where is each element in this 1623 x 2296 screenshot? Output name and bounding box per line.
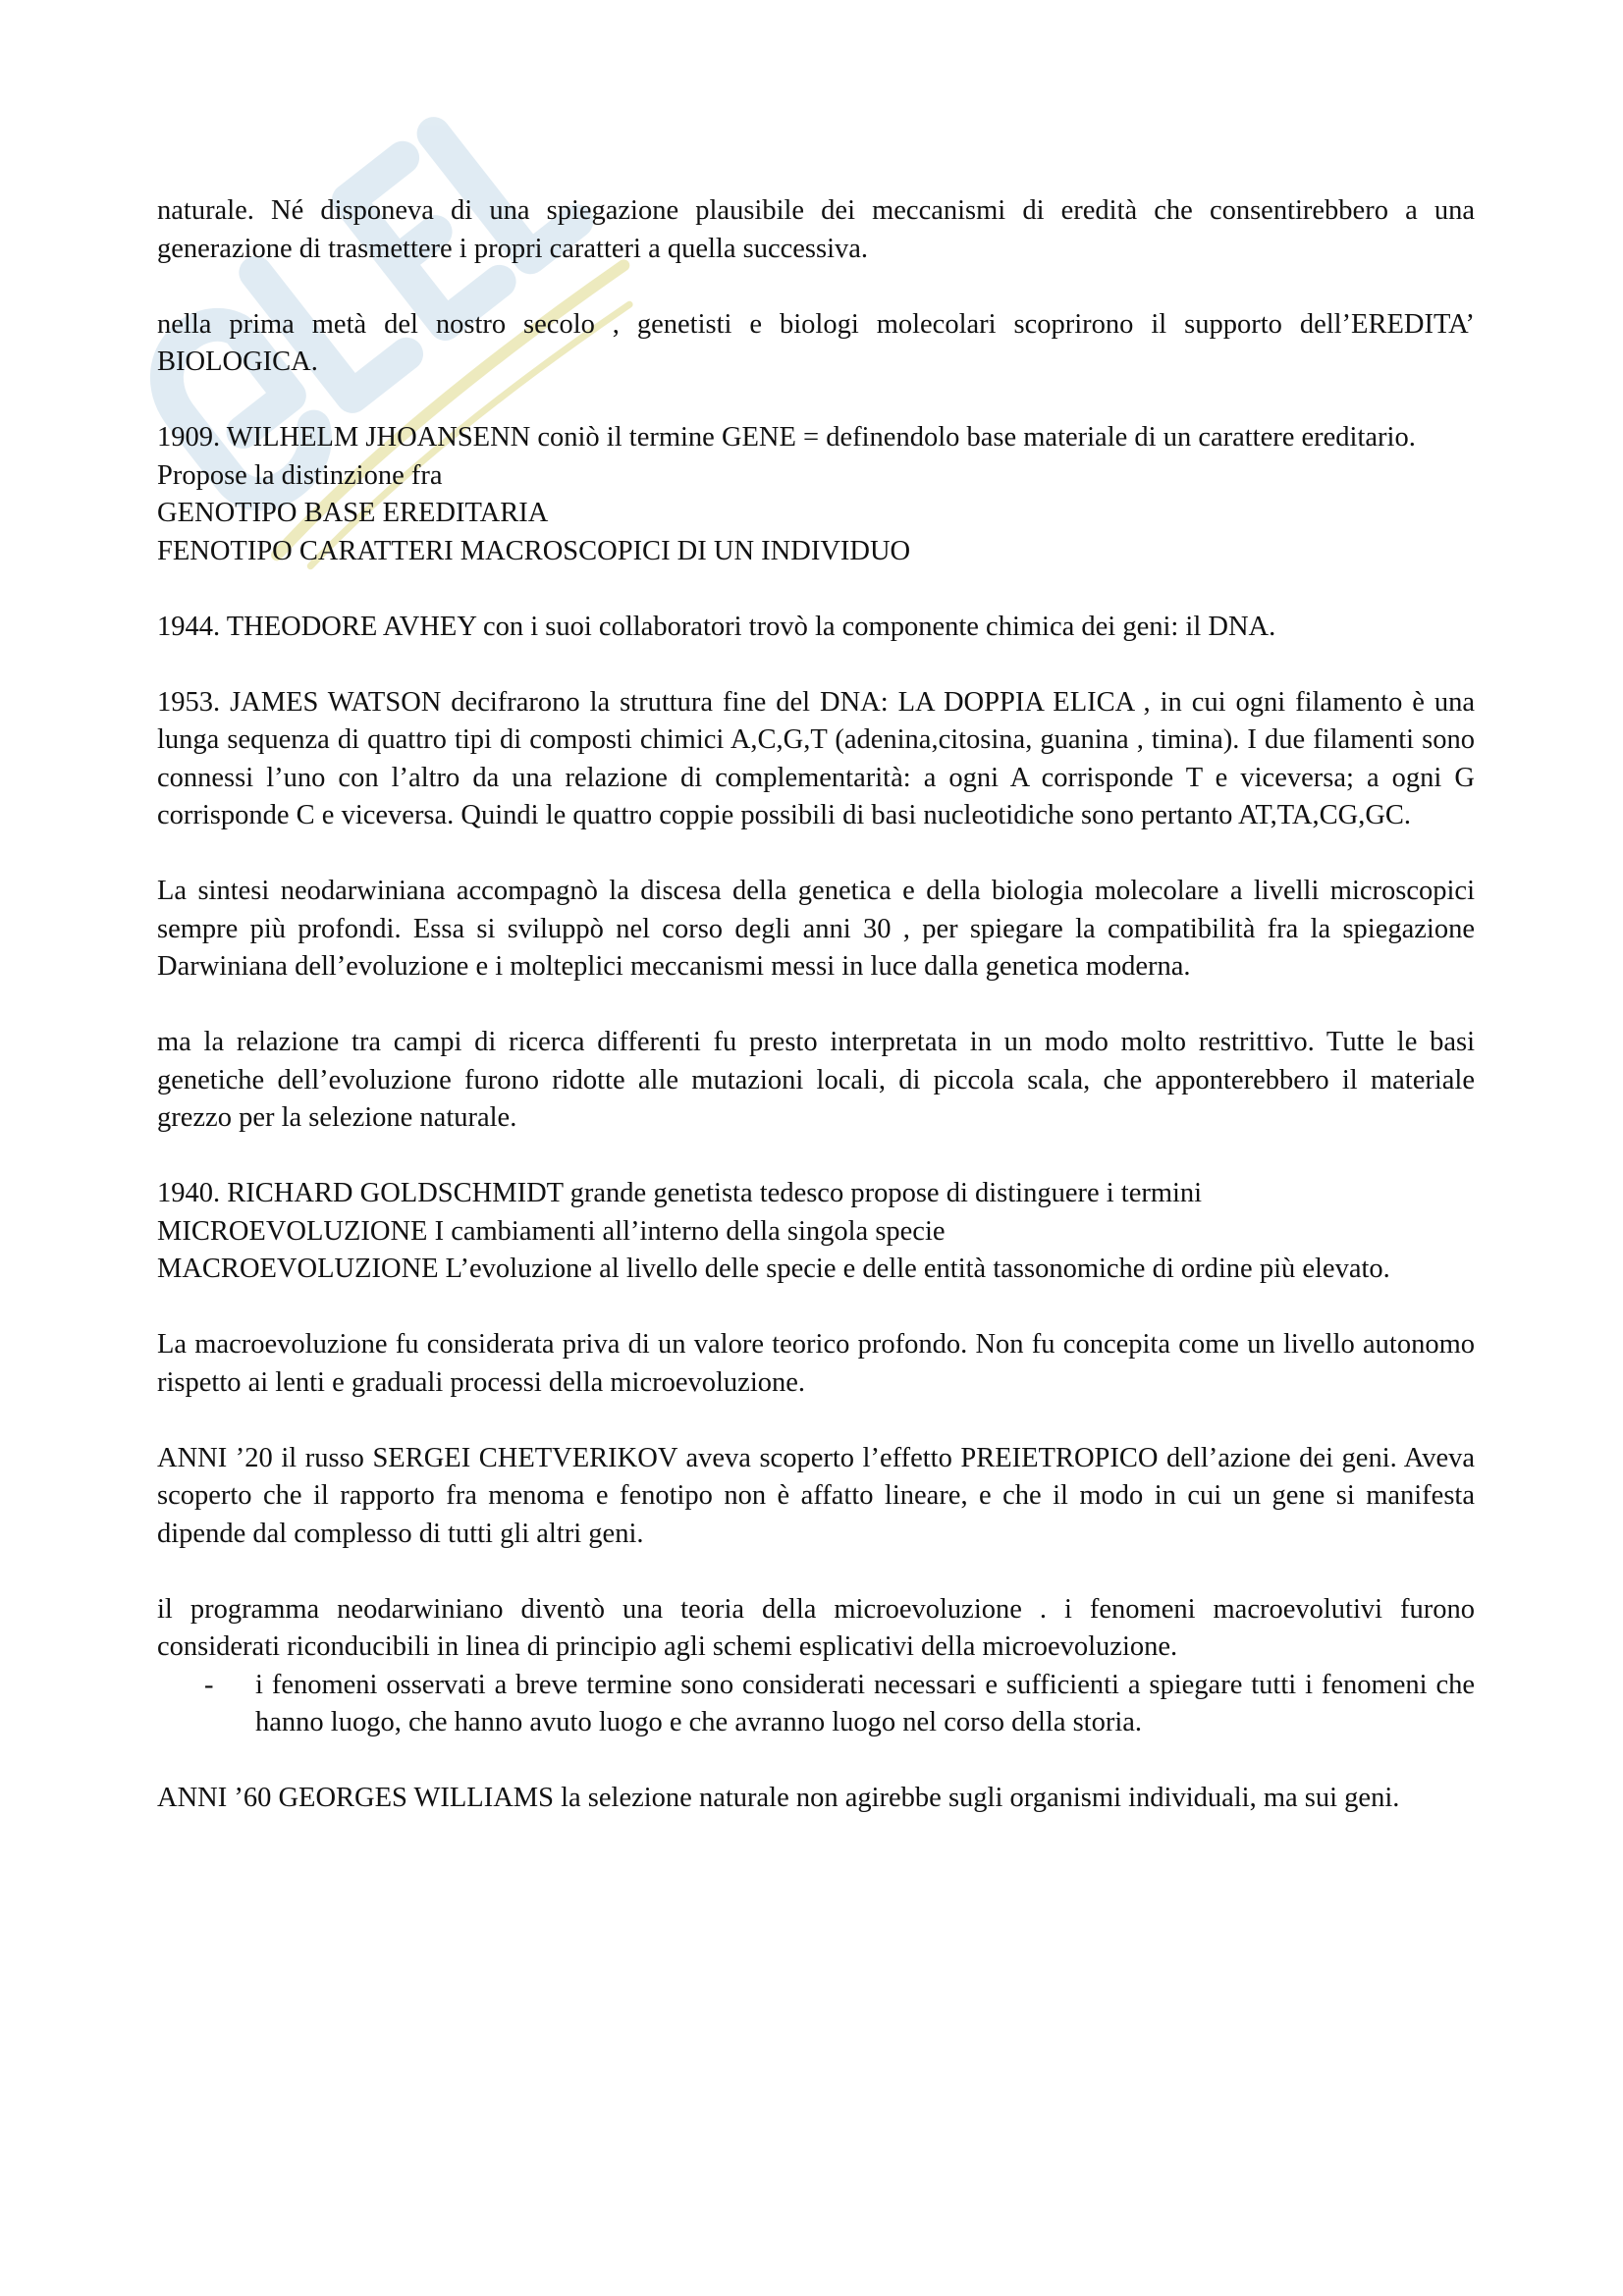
paragraph: 1944. THEODORE AVHEY con i suoi collaboratori trovò la componente chimica dei geni: il DNA. xyxy=(157,611,1276,642)
paragraph-line: 1940. RICHARD GOLDSCHMIDT grande genetista tedesco propose di distinguere i termini xyxy=(157,1178,1203,1208)
paragraph: La macroevoluzione fu considerata priva di un valore teorico profondo. Non fu concepita come un livello autonomo rispetto ai lenti e graduali processi della microevoluzione. xyxy=(157,1329,1475,1398)
paragraph: naturale. Né disponeva di una spiegazione plausibile dei meccanismi di eredità che consentirebbero a una generazione di trasmettere i propri caratteri a quella successiva. xyxy=(157,195,1475,264)
paragraph-line: FENOTIPO CARATTERI MACROSCOPICI DI UN INDIVIDUO xyxy=(157,535,911,566)
paragraph xyxy=(157,1175,1475,1289)
paragraph-line: Propose la distinzione fra xyxy=(157,459,443,491)
paragraph: nella prima metà del nostro secolo , genetisti e biologi molecolari scoprirono il supporto dell’EREDITA’ BIOLOGICA. xyxy=(157,308,1475,377)
list-bullet-marker: - xyxy=(204,1669,214,1700)
paragraph xyxy=(157,419,1475,570)
paragraph: 1953. JAMES WATSON decifrarono la struttura fine del DNA: LA DOPPIA ELICA , in cui ogni filamento è una lunga sequenza di quattro tipi di composti chimici A,C,G,T (adenina,citosina, guanina , timina). I due filamenti sono connessi l’uno con l’altro da una relazione di complementarità: a ogni A corrisponde T e viceversa; a ogni G corrisponde C e viceversa. Quindi le quattro coppie possibili di basi nucleotidiche sono pertanto AT,TA,CG,GC. xyxy=(157,686,1475,830)
paragraph: ANNI ’60 GEORGES WILLIAMS la selezione naturale non agirebbe sugli organismi individuali, ma sui geni. xyxy=(157,1783,1400,1813)
paragraph: il programma neodarwiniano diventò una teoria della microevoluzione . i fenomeni macroevolutivi furono considerati riconducibili in linea di principio agli schemi esplicativi della microevoluzione. xyxy=(157,1593,1475,1662)
paragraph-line: MICROEVOLUZIONE I cambiamenti all’interno della singola specie xyxy=(157,1215,946,1247)
document-page xyxy=(157,192,1475,1855)
paragraph-line: MACROEVOLUZIONE L’evoluzione al livello delle specie e delle entità tassonomiche di ordine più elevato. xyxy=(157,1254,1390,1284)
list-item-text: i fenomeni osservati a breve termine sono considerati necessari e sufficienti a spiegare tutti i fenomeni che hanno luogo, che hanno avuto luogo e che avranno luogo nel corso della storia. xyxy=(255,1669,1475,1737)
paragraph-line: 1909. WILHELM JHOANSENN coniò il termine GENE = definendolo base materiale di un carattere ereditario. xyxy=(157,422,1416,453)
paragraph: ANNI ’20 il russo SERGEI CHETVERIKOV aveva scoperto l’effetto PREIETROPICO dell’azione dei geni. Aveva scoperto che il rapporto fra menoma e fenotipo non è affatto lineare, e che il modo in cui un gene si manifesta dipende dal complesso di tutti gli altri geni. xyxy=(157,1442,1475,1549)
paragraph-line: GENOTIPO BASE EREDITARIA xyxy=(157,498,549,528)
list-item xyxy=(157,1667,1475,1742)
paragraph: ma la relazione tra campi di ricerca differenti fu presto interpretata in un modo molto restrittivo. Tutte le basi genetiche dell’evoluzione furono ridotte alle mutazioni locali, di piccola scala, che apponterebbero il materiale grezzo per la selezione naturale. xyxy=(157,1027,1475,1133)
paragraph: La sintesi neodarwiniana accompagnò la discesa della genetica e della biologia molecolare a livelli microscopici sempre più profondi. Essa si sviluppò nel corso degli anni 30 , per spiegare la compatibilità fra la spiegazione Darwiniana dell’evoluzione e i molteplici meccanismi messi in luce dalla genetica moderna. xyxy=(157,876,1475,982)
